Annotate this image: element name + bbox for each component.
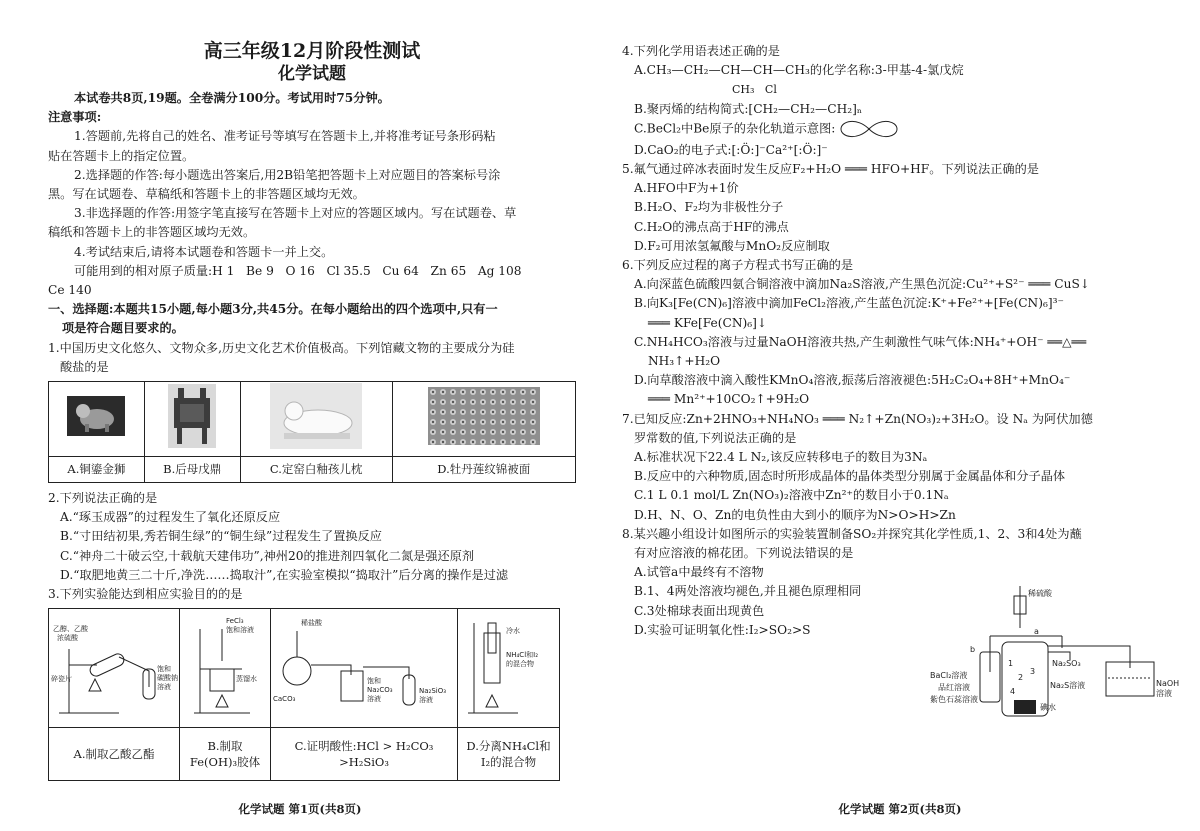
question-8-stem-continued: 有对应溶液的棉花团。下列说法错误的是	[634, 546, 854, 561]
question-6-line: ═══ KFe[Fe(CN)₆]↓	[648, 315, 768, 330]
page-1-footer: 化学试题 第1页(共8页)	[238, 802, 362, 816]
option-d-caption: D.分离NH₄Cl和I₂的混合物	[458, 728, 560, 781]
question-5-option-d: D.F₂可用浓氢氟酸与MnO₂反应制取	[634, 238, 830, 253]
question-1-stem: 1.中国历史文化悠久、文物众多,历史文化艺术价值极高。下列馆藏文物的主要成分为硅	[48, 340, 515, 355]
label-porcelain-chips: 碎瓷片	[51, 675, 72, 684]
option-c-caption: C.证明酸性:HCl > H₂CO₃ >H₂SiO₃	[271, 728, 458, 781]
question-2-option-d: D.“取肥地黄三二十斤,净洗……捣取汁”,在实验室模拟“捣取汁”后分离的操作是过滤	[60, 567, 509, 582]
label-cotton-3: 3	[1030, 667, 1036, 676]
option-b-caption: B.制取Fe(OH)₃胶体	[180, 728, 271, 781]
label-saturated-solution: 饱和溶液	[226, 626, 254, 635]
label-iodine-water: 碘水	[1040, 703, 1056, 712]
question-4-option-c-row	[622, 119, 1162, 141]
question-6-line: B.向K₃[Fe(CN)₆]溶液中滴加FeCl₂溶液,产生蓝色沉淀:K⁺+Fe²⁺+[Fe(CN)₆]³⁻	[634, 296, 1064, 311]
atomic-masses: 可能用到的相对原子质量:H 1 Be 9 O 16 Cl 35.5 Cu 64 Zn 65 Ag 108	[74, 263, 522, 278]
question-4-stem: 4.下列化学用语表述正确的是	[622, 44, 780, 58]
label-ethanol-acetic-acid: 乙醇、乙酸	[53, 625, 88, 634]
label-caco3: CaCO₃	[273, 695, 296, 704]
option-a-caption: A.铜鎏金狮	[49, 457, 145, 483]
notice-line: 3.非选择题的作答:用签字笔直接写在答题卡上对应的答题区域内。写在试题卷、草	[74, 206, 517, 221]
question-2-option-a: A.“琢玉成器”的过程发生了氧化还原反应	[60, 510, 281, 525]
option-c-caption: C.定窑白釉孩儿枕	[240, 457, 392, 483]
question-3-table	[48, 608, 560, 781]
question-8-option-d: D.实验可证明氧化性:I₂>SO₂>S	[634, 622, 811, 637]
question-3-stem: 3.下列实验能达到相应实验目的的是	[48, 587, 243, 602]
question-7-option-c: C.1 L 0.1 mol/L Zn(NO₃)₂溶液中Zn²⁺的数目小于0.1Nₐ	[634, 488, 949, 503]
so2-apparatus-diagram	[930, 582, 1180, 720]
question-4-option-d: D.CaO₂的电子式:[:Ö:]⁻Ca²⁺[:Ö:]⁻	[634, 142, 828, 157]
option-a-caption: A.制取乙酸乙酯	[49, 728, 180, 781]
label-sodium-carbonate: 碳酸钠	[157, 674, 178, 683]
question-6-line: D.向草酸溶液中滴入酸性KMnO₄溶液,振荡后溶液褪色:5H₂C₂O₄+8H⁺+MnO₄⁻	[634, 373, 1071, 388]
question-4-option-a: A.CH₃—CH₂—CH—CH—CH₃的化学名称:3-甲基-4-氯戊烷	[634, 63, 964, 78]
question-5-option-b: B.H₂O、F₂均为非极性分子	[634, 200, 784, 215]
label-dilute-sulfuric-acid: 稀硫酸	[1028, 589, 1052, 598]
question-5-option-c: C.H₂O的沸点高于HF的沸点	[634, 219, 789, 234]
question-5-option-a: A.HFO中F为+1价	[634, 181, 739, 196]
ferric-hydroxide-colloid-apparatus-diagram	[180, 609, 268, 721]
question-7-stem: 7.已知反应:Zn+2HNO₃+NH₄NO₃ ═══ N₂↑+Zn(NO₃)₂+3H₂O。设 Nₐ 为阿伏加德	[622, 411, 1093, 426]
question-6-line: ═══ Mn²⁺+10CO₂↑+9H₂O	[648, 392, 810, 407]
question-8-option-a: A.试管a中最终有不溶物	[634, 565, 764, 580]
label-na2s-solution: Na₂S溶液	[1050, 681, 1086, 690]
artifact-image-cell	[240, 382, 392, 457]
label-cotton-2: 2	[1018, 673, 1024, 682]
question-8-stem: 8.某兴趣小组设计如图所示的实验装置制备SO₂并探究其化学性质,1、2、3和4处为蘸	[622, 526, 1082, 541]
label-distilled-water: 蒸馏水	[236, 675, 257, 684]
section-heading: 一、选择题:本题共15小题,每小题3分,共45分。在每小题给出的四个选项中,只有一	[48, 302, 498, 317]
atomic-masses-continued: Ce 140	[48, 283, 92, 298]
question-4-option-a-substituents: CH₃ Cl	[732, 83, 777, 97]
label-bacl2-solution: BaCl₂溶液	[930, 671, 968, 680]
acid-strength-apparatus-diagram	[271, 609, 455, 721]
label-mixture: 的混合物	[506, 660, 534, 669]
question-6-line: NH₃↑+H₂O	[648, 354, 721, 369]
question-7-stem-continued: 罗常数的值,下列说法正确的是	[634, 430, 797, 445]
notice-line: 2.选择题的作答:每小题选出答案后,用2B铅笔把答题卡上对应题目的答案标号涂	[74, 167, 501, 182]
houmuwu-ding-image	[168, 384, 216, 448]
sublimation-apparatus-diagram	[458, 609, 558, 721]
label-cotton-1: 1	[1008, 659, 1014, 668]
label-tube-a: a	[1034, 627, 1039, 636]
option-d-caption: D.牡丹莲纹锦被面	[392, 457, 575, 483]
question-4-option-b: B.聚丙烯的结构简式:[CH₂—CH₂—CH₂]ₙ	[634, 101, 863, 116]
label-conc-sulfuric-acid: 浓硫酸	[57, 634, 78, 643]
label-dilute-hcl: 稀盐酸	[301, 619, 322, 628]
label-na2sio3: Na₂SiO₃	[419, 687, 447, 696]
question-7-option-b: B.反应中的六种物质,固态时所形成晶体的晶体类型分别属于金属晶体和分子晶体	[634, 469, 1066, 484]
exam-intro: 本试卷共8页,19题。全卷满分100分。考试用时75分钟。	[74, 91, 390, 105]
sp-orbital-diagram	[839, 119, 899, 139]
artifact-image-cell	[392, 382, 575, 457]
notice-line: 黑。写在试题卷、草稿纸和答题卡上的非答题区域均无效。	[48, 187, 365, 202]
question-5-stem: 5.氟气通过碎冰表面时发生反应F₂+H₂O ═══ HFO+HF。下列说法正确的是	[622, 162, 1039, 177]
notice-heading: 注意事项:	[48, 110, 102, 125]
question-7-option-a: A.标准状况下22.4 L N₂,该反应转移电子的数目为3Nₐ	[634, 450, 928, 465]
notice-line: 4.考试结束后,请将本试题卷和答题卡一并上交。	[74, 244, 334, 259]
apparatus-b-cell	[180, 609, 271, 728]
question-2-option-c: C.“神舟二十破云空,十载航天建伟功”,神州20的推进剂四氧化二氮是强还原剂	[60, 548, 475, 563]
notice-line: 贴在答题卡上的指定位置。	[48, 148, 195, 163]
label-solution: 溶液	[419, 696, 433, 705]
label-solution: 溶液	[367, 695, 381, 704]
label-solution: 溶液	[157, 683, 171, 692]
label-solution: 溶液	[1156, 689, 1172, 698]
question-1-stem-continued: 酸盐的是	[60, 359, 109, 374]
apparatus-c-cell	[271, 609, 458, 728]
exam-title: 高三年级12月阶段性测试	[203, 40, 421, 62]
question-6-line: C.NH₄HCO₃溶液与过量NaOH溶液共热,产生刺激性气味气体:NH₄⁺+OH⁻ ══△══	[634, 334, 1087, 349]
page-2-footer: 化学试题 第2页(共8页)	[838, 802, 962, 816]
exam-page-2	[600, 0, 1200, 831]
label-na2so3: Na₂SO₃	[1052, 659, 1081, 668]
question-1-table	[48, 381, 576, 483]
label-fecl3: FeCl₃	[226, 617, 244, 626]
page-1-content	[48, 40, 576, 781]
question-2-option-b: B.“寸田结初果,秀若铜生绿”的“铜生绿”过程发生了置换反应	[60, 529, 382, 544]
artifact-image-cell	[144, 382, 240, 457]
label-tube-b: b	[970, 645, 976, 654]
question-7-option-d: D.H、N、O、Zn的电负性由大到小的顺序为N>O>H>Zn	[634, 507, 956, 522]
ester-prep-apparatus-diagram	[49, 609, 177, 721]
question-6-line: A.向深蓝色硫酸四氨合铜溶液中滴加Na₂S溶液,产生黑色沉淀:Cu²⁺+S²⁻ ═══ CuS↓	[634, 277, 1091, 292]
option-b-caption: B.后母戊鼎	[144, 457, 240, 483]
white-glaze-child-pillow-image	[270, 383, 362, 449]
label-saturated: 饱和	[157, 665, 171, 674]
page-2-content	[622, 42, 1162, 640]
label-magenta-solution: 品红溶液	[938, 683, 970, 692]
apparatus-a-cell	[49, 609, 180, 728]
question-2-stem: 2.下列说法正确的是	[48, 491, 158, 506]
question-8-option-c: C.3处棉球表面出现黄色	[634, 603, 765, 618]
label-cotton-4: 4	[1010, 687, 1016, 696]
question-6-stem: 6.下列反应过程的离子方程式书写正确的是	[622, 258, 854, 273]
label-nh4cl-i2: NH₄Cl和I₂	[506, 651, 539, 660]
label-saturated: 饱和	[367, 677, 381, 686]
apparatus-d-cell	[458, 609, 560, 728]
label-naoh: NaOH	[1156, 679, 1180, 688]
label-cold-water: 冷水	[506, 627, 520, 636]
question-4-option-c: C.BeCl₂中Be原子的杂化轨道示意图:	[634, 121, 836, 136]
section-heading-continued: 项是符合题目要求的。	[62, 321, 184, 336]
label-litmus-solution: 紫色石蕊溶液	[930, 695, 978, 704]
gilt-bronze-lion-image	[67, 396, 125, 436]
notice-line: 稿纸和答题卡上的非答题区域均无效。	[48, 225, 256, 240]
peony-lotus-brocade-image	[428, 387, 540, 445]
artifact-image-cell	[49, 382, 145, 457]
question-8-option-b: B.1、4两处溶液均褪色,并且褪色原理相同	[634, 584, 862, 599]
exam-subtitle: 化学试题	[278, 64, 346, 84]
label-na2co3: Na₂CO₃	[367, 686, 393, 695]
notice-line: 1.答题前,先将自己的姓名、准考证号等填写在答题卡上,并将准考证号条形码粘	[74, 129, 496, 144]
